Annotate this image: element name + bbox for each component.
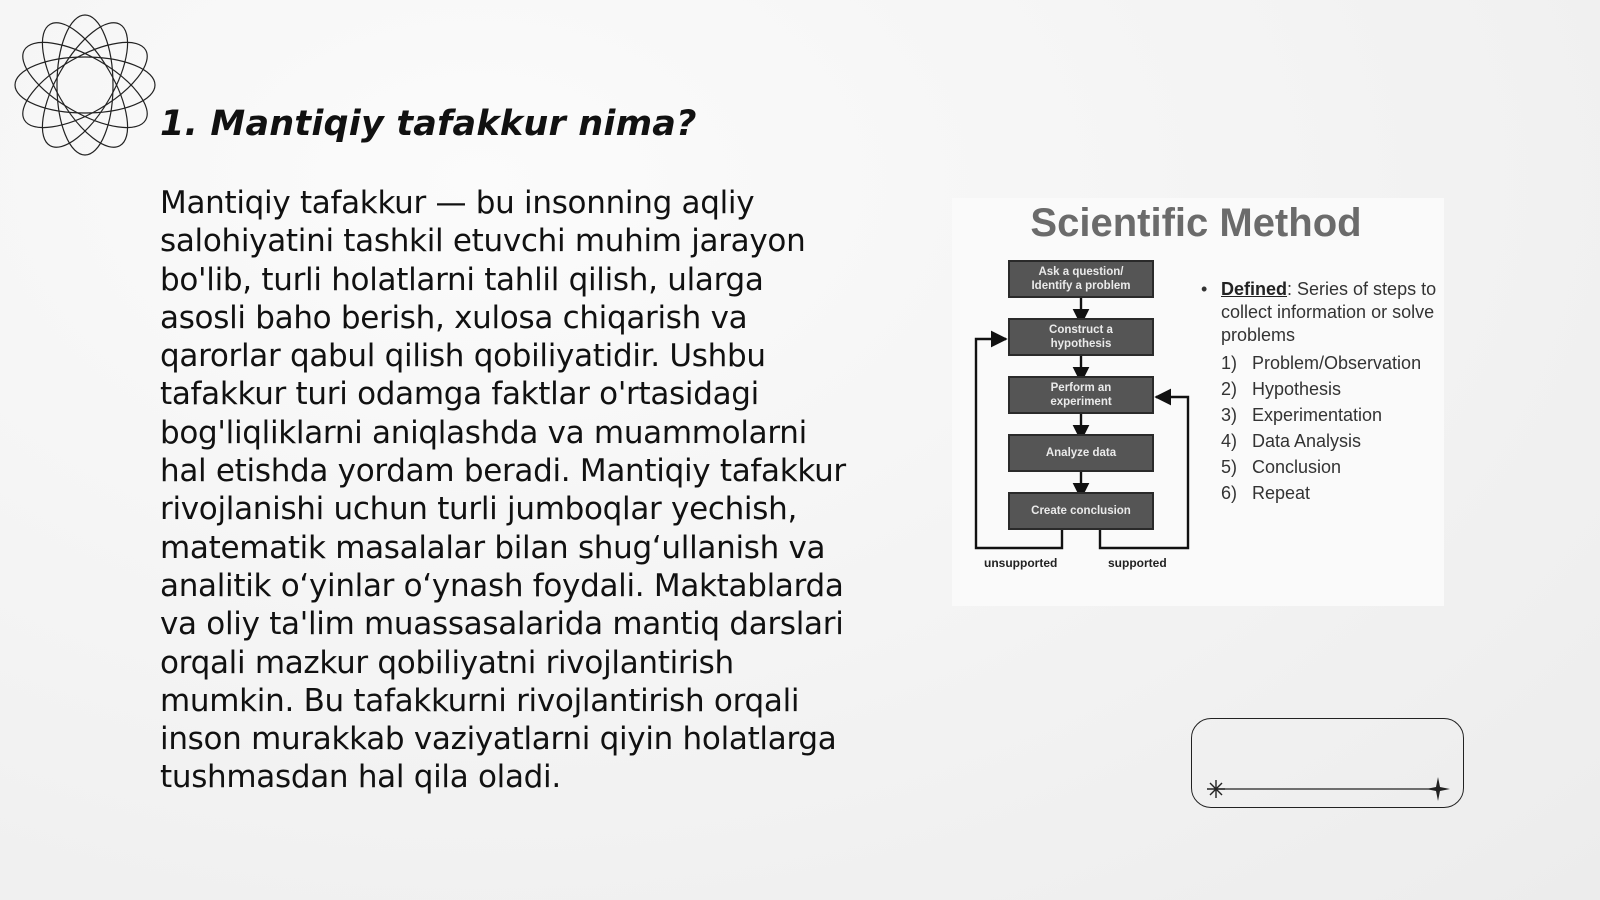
bullet-dot: • (1201, 279, 1208, 299)
star-line-decoration-icon (1192, 719, 1465, 809)
flow-box-analyze (1008, 434, 1154, 472)
flow-box-experiment (1008, 376, 1154, 414)
decorative-frame (1191, 718, 1464, 808)
list-item: 4) Data Analysis (1221, 430, 1362, 451)
flow-box-hypothesis-line2: hypothesis (1050, 338, 1112, 350)
slide-body-text: Mantiqiy tafakkur — bu insonning aqliy salohiyatini tashkil etuvchi muhim jarayon bo'lib, turli holatlarni tahlil qilish, ularga asosli baho berish, xulosa chiqarish va qarorlar qabul qilish qobiliyatidir. Ushbu tafakkur turi odamga faktlar o'rtasidagi bog'liqliklarni aniqlashda va muammolarni hal etishda yordam beradi. Mantiqiy tafakkur rivojlanishi uchun turli jumboqlar yechish, matematik masalalar bilan shug‘ullanish va analitik o‘yinlar o‘ynash foydali. Maktablarda va oliy ta'lim muassasalarida mantiq darslari orqali mazkur qobiliyatni rivojlantirish mumkin. Bu tafakkurni rivojlantirish orqali inson murakkab vaziyatlarni qiyin holatlarga tushmasdan hal qila oladi. (160, 185, 846, 796)
definition-bullet (1199, 278, 1439, 347)
flow-box-conclusion (1008, 492, 1154, 530)
list-item: 1) Problem/Observation (1221, 352, 1422, 373)
flow-box-hypothesis-line1: Construct a (1049, 324, 1113, 336)
list-item: 3) Experimentation (1221, 404, 1383, 425)
flow-label-unsupported: unsupported (984, 556, 1058, 570)
flow-box-ask-question (1008, 260, 1154, 298)
list-item: 5) Conclusion (1221, 456, 1342, 477)
steps-list (1199, 350, 1439, 506)
definition-text: : Series of steps to collect information or solve problems (1221, 279, 1437, 345)
scientific-method-figure (952, 198, 1444, 606)
definition-list (1199, 278, 1439, 506)
flow-box-ask-question-line1: Ask a question/ (1038, 266, 1124, 278)
flow-box-experiment-line2: experiment (1050, 396, 1112, 408)
definition-term: Defined (1221, 279, 1288, 299)
flow-box-analyze-label: Analyze data (1045, 447, 1117, 459)
flow-box-conclusion-label: Create conclusion (1031, 505, 1131, 517)
flow-box-hypothesis (1008, 318, 1154, 356)
flow-box-ask-question-line2: Identify a problem (1031, 280, 1131, 292)
list-item: 6) Repeat (1221, 482, 1311, 503)
figure-title: Scientific Method (1030, 201, 1362, 245)
flow-box-experiment-line1: Perform an (1050, 382, 1112, 394)
decorative-rings-icon (10, 10, 160, 160)
list-item: 2) Hypothesis (1221, 378, 1342, 399)
slide-title: 1. Mantiqiy tafakkur nima? (160, 104, 697, 144)
flow-label-supported: supported (1108, 556, 1167, 570)
